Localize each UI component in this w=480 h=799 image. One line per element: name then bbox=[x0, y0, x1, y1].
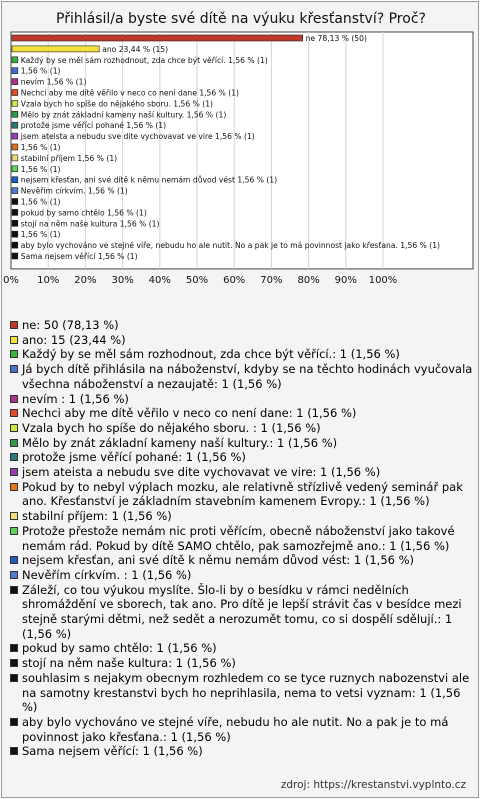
x-tick-label: 90% bbox=[334, 274, 357, 286]
legend-swatch bbox=[10, 350, 18, 358]
bar bbox=[12, 155, 18, 161]
bar bbox=[12, 133, 18, 139]
bar bbox=[12, 209, 18, 215]
legend-item bbox=[10, 450, 476, 465]
legend-item bbox=[10, 392, 476, 407]
legend-swatch bbox=[10, 527, 18, 535]
bar-label: 1,56 % (1) bbox=[20, 230, 61, 240]
x-tick-label: 10% bbox=[37, 274, 60, 286]
legend-label: souhlasim s nejakym obecnym rozhledem co se tyce ruznych nabozenstvi ale na samotny krestanstvi bych ho neprihlasila, nema to vetsi vyznam: 1 (1,56 %) bbox=[22, 670, 470, 715]
legend-swatch bbox=[10, 336, 18, 344]
legend-swatch bbox=[10, 483, 18, 491]
bar bbox=[12, 220, 18, 226]
source-credit: zdroj: https://krestanstvi.vyplnto.cz bbox=[280, 779, 466, 791]
legend-label: Mělo by znát základní kameny naší kultury.: 1 (1,56 %) bbox=[22, 435, 338, 450]
legend-label: Sama nejsem věřící: 1 (1,56 %) bbox=[22, 744, 203, 759]
chart-frame bbox=[1, 1, 479, 798]
bar bbox=[12, 35, 303, 41]
legend-item bbox=[10, 715, 476, 744]
chart-legend bbox=[10, 318, 476, 759]
legend-label: Nevěřím církvím. : 1 (1,56 %) bbox=[22, 567, 192, 582]
legend-swatch bbox=[10, 674, 18, 682]
legend-swatch bbox=[10, 424, 18, 432]
bar bbox=[12, 231, 18, 237]
legend-label: nevím : 1 (1,56 %) bbox=[22, 391, 129, 406]
legend-swatch bbox=[10, 747, 18, 755]
legend-label: pokud by samo chtělo: 1 (1,56 %) bbox=[22, 641, 217, 656]
bar-label: 1,56 % (1) bbox=[20, 143, 61, 152]
legend-label: Každý by se měl sám rozhodnout, zda chce být věřící.: 1 (1,56 %) bbox=[22, 347, 400, 362]
bar-label: Nechci aby me dítě věřilo v neco co není dane 1,56 % (1) bbox=[20, 88, 240, 98]
bar bbox=[12, 46, 99, 52]
legend-swatch bbox=[10, 556, 18, 564]
bar bbox=[12, 177, 18, 183]
bar bbox=[12, 122, 18, 128]
plot-area bbox=[11, 32, 473, 269]
legend-swatch bbox=[10, 718, 18, 726]
bar bbox=[12, 199, 18, 205]
legend-item bbox=[10, 421, 476, 436]
legend-swatch bbox=[10, 365, 18, 373]
chart-title: Přihlásil/a byste své dítě na výuku křesťanství? Proč? bbox=[56, 11, 426, 27]
x-tick-label: 40% bbox=[148, 274, 171, 286]
bar-label: protože jsme věřící pohané 1,56 % (1) bbox=[20, 121, 167, 131]
legend-item bbox=[10, 744, 476, 759]
legend-label: stabilní příjem: 1 (1,56 %) bbox=[22, 509, 172, 524]
bar bbox=[12, 144, 18, 150]
legend-item bbox=[10, 436, 476, 451]
legend-item bbox=[10, 524, 476, 553]
bar bbox=[12, 188, 18, 194]
bar-label: Sama nejsem věřící 1,56 % (1) bbox=[20, 252, 138, 261]
bar bbox=[12, 166, 18, 172]
x-tick-label: 60% bbox=[223, 274, 246, 286]
legend-swatch bbox=[10, 409, 18, 417]
bar bbox=[12, 79, 18, 85]
legend-item bbox=[10, 671, 476, 715]
legend-item bbox=[10, 509, 476, 524]
bar bbox=[12, 111, 18, 117]
legend-swatch bbox=[10, 586, 18, 594]
legend-swatch bbox=[10, 321, 18, 329]
legend-label: Pokud by to nebyl výplach mozku, ale relativně střízlivě vedený seminář pak ano. Křesťanství je základním stavebním kamenem Evropy.: 1 (1,56 %) bbox=[22, 479, 463, 509]
legend-label: stojí na něm naše kultura: 1 (1,56 %) bbox=[22, 656, 236, 671]
x-tick-label: 50% bbox=[185, 274, 209, 286]
legend-swatch bbox=[10, 659, 18, 667]
legend-item bbox=[10, 318, 476, 333]
bar-label: Každý by se měl sám rozhodnout, zda chce být věřící. 1,56 % (1) bbox=[20, 55, 268, 65]
bar-label: 1,56 % (1) bbox=[20, 164, 61, 174]
legend-label: Záleží, co tou výukou myslíte. Šlo-li by o besídku v rámci nedělních shromáždění ve sborech, tak ano. Pro dítě je lepší strávit čas v besídce mezi stejně starými dětmi, než sedět a nerozumět tomu, co si dospělí sdělují.: 1 (1,56 %) bbox=[22, 582, 462, 641]
bar-label: pokud by samo chtělo 1,56 % (1) bbox=[20, 208, 147, 218]
bar bbox=[12, 242, 18, 248]
legend-label: ne: 50 (78,13 %) bbox=[22, 318, 119, 332]
legend-item bbox=[10, 553, 476, 568]
legend-label: aby bylo vychováno ve stejné víře, nebudu ho ale nutit. No a pak je to má povinnost jako křesťana.: 1 (1,56 %) bbox=[22, 714, 449, 744]
legend-label: jsem ateista a nebudu sve dite vychovavat ve vire: 1 (1,56 %) bbox=[22, 465, 381, 480]
legend-label: nejsem křesťan, ani své dítě k němu nemám důvod vést: 1 (1,56 %) bbox=[22, 553, 415, 568]
legend-item bbox=[10, 406, 476, 421]
bar-label: Nevěřím církvím. 1,56 % (1) bbox=[20, 186, 128, 196]
legend-item bbox=[10, 641, 476, 656]
x-tick-label: 30% bbox=[111, 274, 134, 286]
legend-swatch bbox=[10, 453, 18, 461]
x-tick-label: 100% bbox=[368, 274, 398, 286]
x-tick-label: 20% bbox=[74, 274, 97, 286]
legend-label: Já bych dítě přihlásila na náboženství, kdyby se na těchto hodinách vyučovala všechna náboženství a nezaujatě: 1 (1,56 %) bbox=[22, 362, 473, 391]
legend-item bbox=[10, 583, 476, 642]
x-tick-label: 70% bbox=[260, 274, 283, 286]
legend-swatch bbox=[10, 512, 18, 520]
legend-swatch bbox=[10, 395, 18, 403]
legend-swatch bbox=[10, 644, 18, 652]
bar-label: nevím 1,56 % (1) bbox=[20, 77, 87, 87]
legend-item bbox=[10, 568, 476, 583]
legend-label: Nechci aby me dítě věřilo v neco co není dane: 1 (1,56 %) bbox=[22, 406, 357, 421]
bar-label: ano 23,44 % (15) bbox=[102, 44, 169, 54]
bar-label: ne 78,13 % (50) bbox=[305, 34, 367, 43]
legend-item bbox=[10, 465, 476, 480]
bar bbox=[12, 68, 18, 74]
bar-label: Vzala bych ho spíše do nějakého sboru. 1,56 % (1) bbox=[20, 99, 214, 109]
x-tick-label: 80% bbox=[297, 274, 320, 286]
bar-label: 1,56 % (1) bbox=[20, 197, 61, 207]
bar bbox=[12, 90, 18, 96]
bar bbox=[12, 253, 18, 259]
legend-swatch bbox=[10, 571, 18, 579]
bar bbox=[12, 100, 18, 106]
legend-swatch bbox=[10, 439, 18, 447]
bar-label: nejsem křesťan, ani své dítě k němu nemám důvod vést 1,56 % (1) bbox=[20, 175, 278, 185]
legend-label: Vzala bych ho spíše do nějakého sboru. : 1 (1,56 %) bbox=[22, 420, 321, 435]
legend-swatch bbox=[10, 468, 18, 476]
bar-label: stojí na něm naše kultura 1,56 % (1) bbox=[20, 219, 160, 229]
bar-label: 1,56 % (1) bbox=[20, 66, 61, 76]
legend-item bbox=[10, 333, 476, 348]
x-tick-label: 0% bbox=[3, 274, 19, 286]
bar-label: stabilní příjem 1,56 % (1) bbox=[20, 153, 118, 163]
legend-item bbox=[10, 362, 476, 391]
legend-label: protože jsme věřící pohané: 1 (1,56 %) bbox=[22, 450, 246, 465]
legend-item bbox=[10, 480, 476, 509]
legend-label: Protože přestože nemám nic proti věřícím, obecně náboženství jako takové nemám rád. Pokud by dítě SAMO chtělo, pak samozřejmě ano.: 1 (1,56 %) bbox=[22, 523, 455, 553]
legend-item bbox=[10, 656, 476, 671]
bar-label: jsem ateista a nebudu sve dite vychovavat ve vire 1,56 % (1) bbox=[20, 132, 255, 142]
legend-item bbox=[10, 347, 476, 362]
bar-plot bbox=[2, 2, 480, 312]
bar-label: Mělo by znát základní kameny naší kultury. 1,56 % (1) bbox=[20, 110, 227, 120]
legend-label: ano: 15 (23,44 %) bbox=[22, 332, 126, 347]
bar-label: aby bylo vychováno ve stejné víře, nebudu ho ale nutit. No a pak je to má povinnost jako křesťana. 1,56 % (1) bbox=[20, 241, 441, 251]
bar bbox=[12, 57, 18, 63]
